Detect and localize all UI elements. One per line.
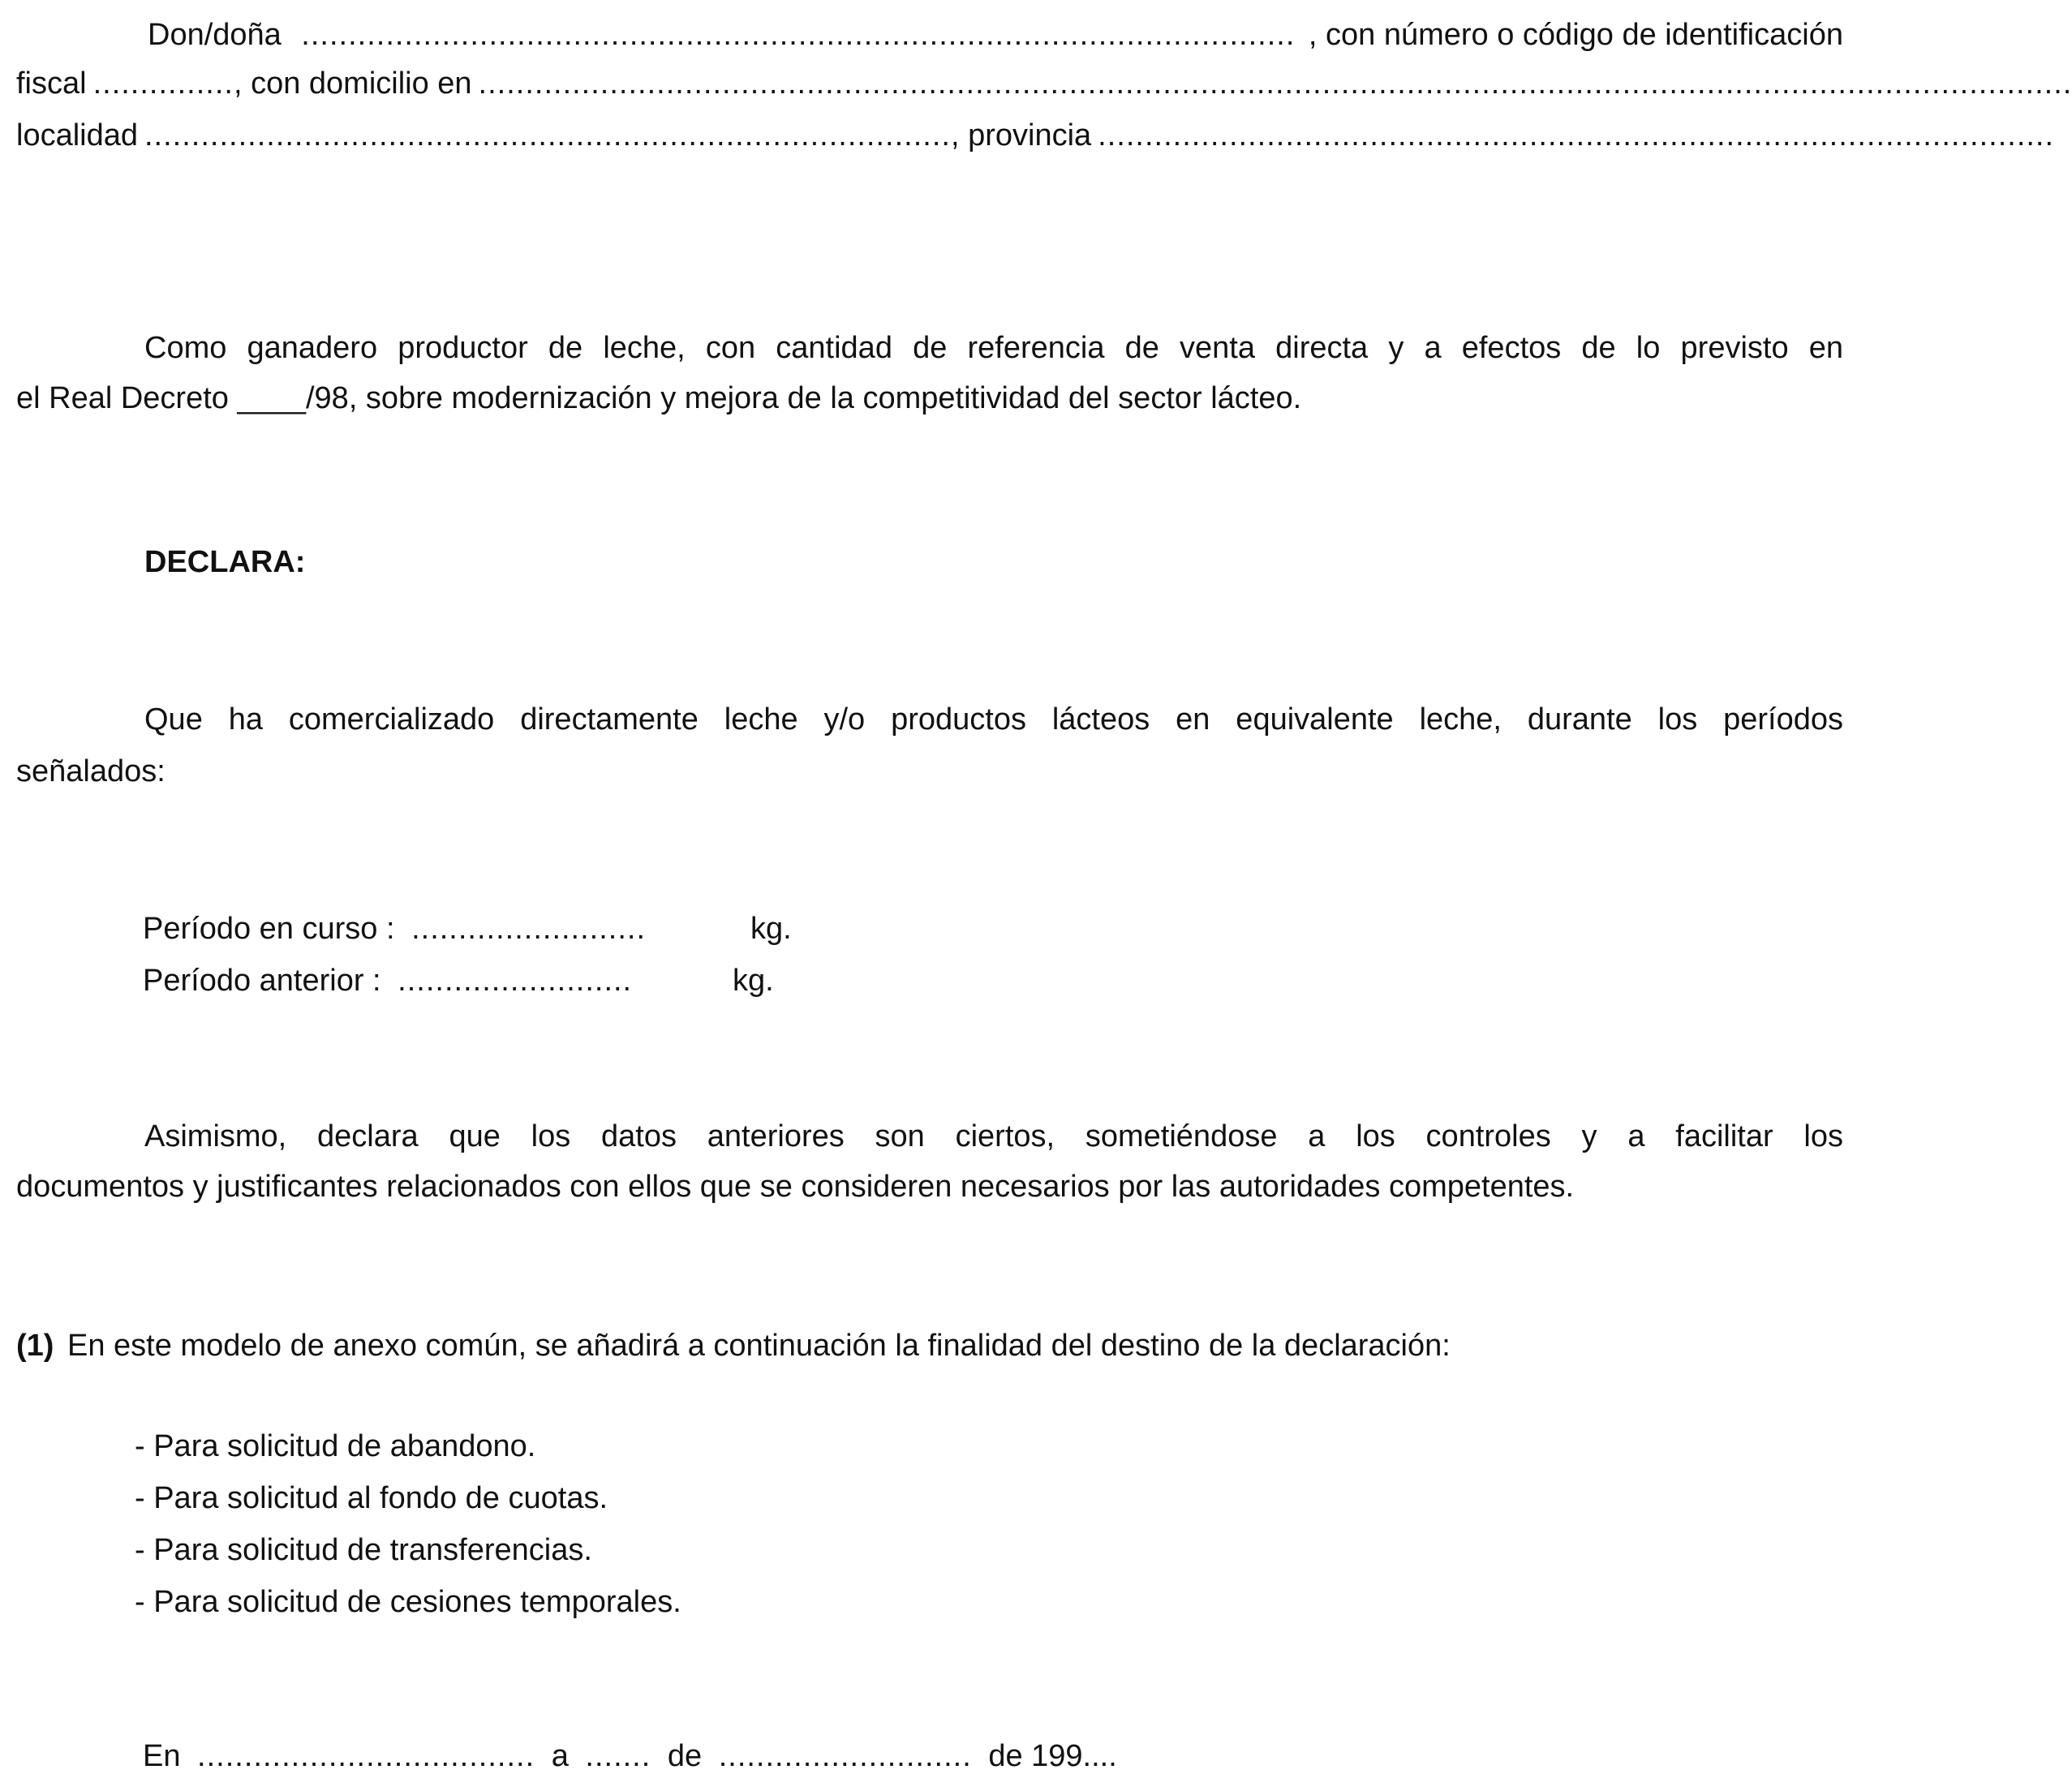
period-current-label: Período en curso : bbox=[143, 912, 395, 946]
period-previous-row bbox=[143, 965, 632, 996]
domicile-label: , con domicilio en bbox=[233, 67, 472, 101]
commerce-line-2: señalados: bbox=[16, 754, 166, 788]
intro-line-1 bbox=[144, 333, 1843, 363]
commerce-sentence-1: Que ha comercializado directamente leche y/o productos lácteos en equivalente leche, durante los períodos bbox=[144, 702, 1843, 737]
province-label: , provincia bbox=[950, 118, 1092, 152]
identity-line-2 bbox=[16, 67, 2072, 101]
name-label: Don/doña bbox=[148, 18, 282, 52]
id-code-label: , con número o código de identificación bbox=[1308, 18, 1843, 52]
fiscal-label: fiscal bbox=[16, 67, 87, 101]
note-marker: (1) bbox=[16, 1329, 54, 1363]
intro-sentence-1: Como ganadero productor de leche, con cantidad de referencia de venta directa y a efectos de lo previsto en bbox=[144, 331, 1843, 365]
note-text: En este modelo de anexo común, se añadirá a continuación la finalidad del destino de la declaración: bbox=[67, 1329, 1451, 1363]
period-current-field[interactable]: ......................... bbox=[411, 912, 647, 946]
intro-line-2: el Real Decreto ____/98, sobre modernización y mejora de la competitividad del sector lácteo. bbox=[16, 381, 1302, 415]
date-prefix: En bbox=[143, 1739, 181, 1773]
date-line bbox=[143, 1741, 1117, 1772]
period-previous-field[interactable]: ......................... bbox=[398, 964, 633, 998]
year-field[interactable]: de 199.... bbox=[988, 1739, 1117, 1773]
asimismo-sentence-1: Asimismo, declara que los datos anteriores son ciertos, sometiéndose a los controles y a facilitar los bbox=[144, 1119, 1843, 1153]
period-previous-unit: kg. bbox=[733, 964, 774, 998]
date-de-label: de bbox=[667, 1739, 703, 1773]
domicile-field[interactable]: .......................................................................................................................................................................... bbox=[478, 67, 2072, 101]
name-field[interactable]: .......................................................................................................... bbox=[301, 18, 1296, 52]
locality-label: localidad bbox=[16, 118, 138, 152]
period-current-row bbox=[143, 913, 646, 944]
date-a-label: a bbox=[551, 1739, 569, 1773]
declara-heading: DECLARA: bbox=[144, 545, 306, 579]
asimismo-line-2: documentos y justificantes relacionados con ellos que se consideren necesarios por las autoridades competentes. bbox=[16, 1170, 1575, 1204]
month-field[interactable]: ........................... bbox=[718, 1739, 972, 1773]
purpose-item-abandono: - Para solicitud de abandono. bbox=[135, 1429, 536, 1463]
fiscal-id-field[interactable]: ............... bbox=[92, 67, 234, 101]
day-field[interactable]: ....... bbox=[585, 1739, 651, 1773]
asimismo-line-1 bbox=[144, 1121, 1843, 1152]
purpose-item-cesiones: - Para solicitud de cesiones temporales. bbox=[135, 1585, 681, 1619]
period-current-unit: kg. bbox=[750, 912, 792, 946]
period-previous-label: Período anterior : bbox=[143, 964, 381, 998]
province-field[interactable]: ...................................................................................................... bbox=[1098, 118, 2055, 152]
identity-line-1 bbox=[148, 19, 1843, 50]
purpose-item-fondo-cuotas: - Para solicitud al fondo de cuotas. bbox=[135, 1481, 608, 1515]
note-line bbox=[16, 1330, 1451, 1361]
intro-text-1 bbox=[144, 333, 1843, 363]
identity-line-3 bbox=[16, 118, 2055, 152]
place-field[interactable]: .................................... bbox=[197, 1739, 535, 1773]
locality-field[interactable]: ...................................................................................... bbox=[144, 118, 951, 152]
commerce-line-1 bbox=[144, 704, 1843, 735]
purpose-item-transferencias: - Para solicitud de transferencias. bbox=[135, 1533, 592, 1567]
